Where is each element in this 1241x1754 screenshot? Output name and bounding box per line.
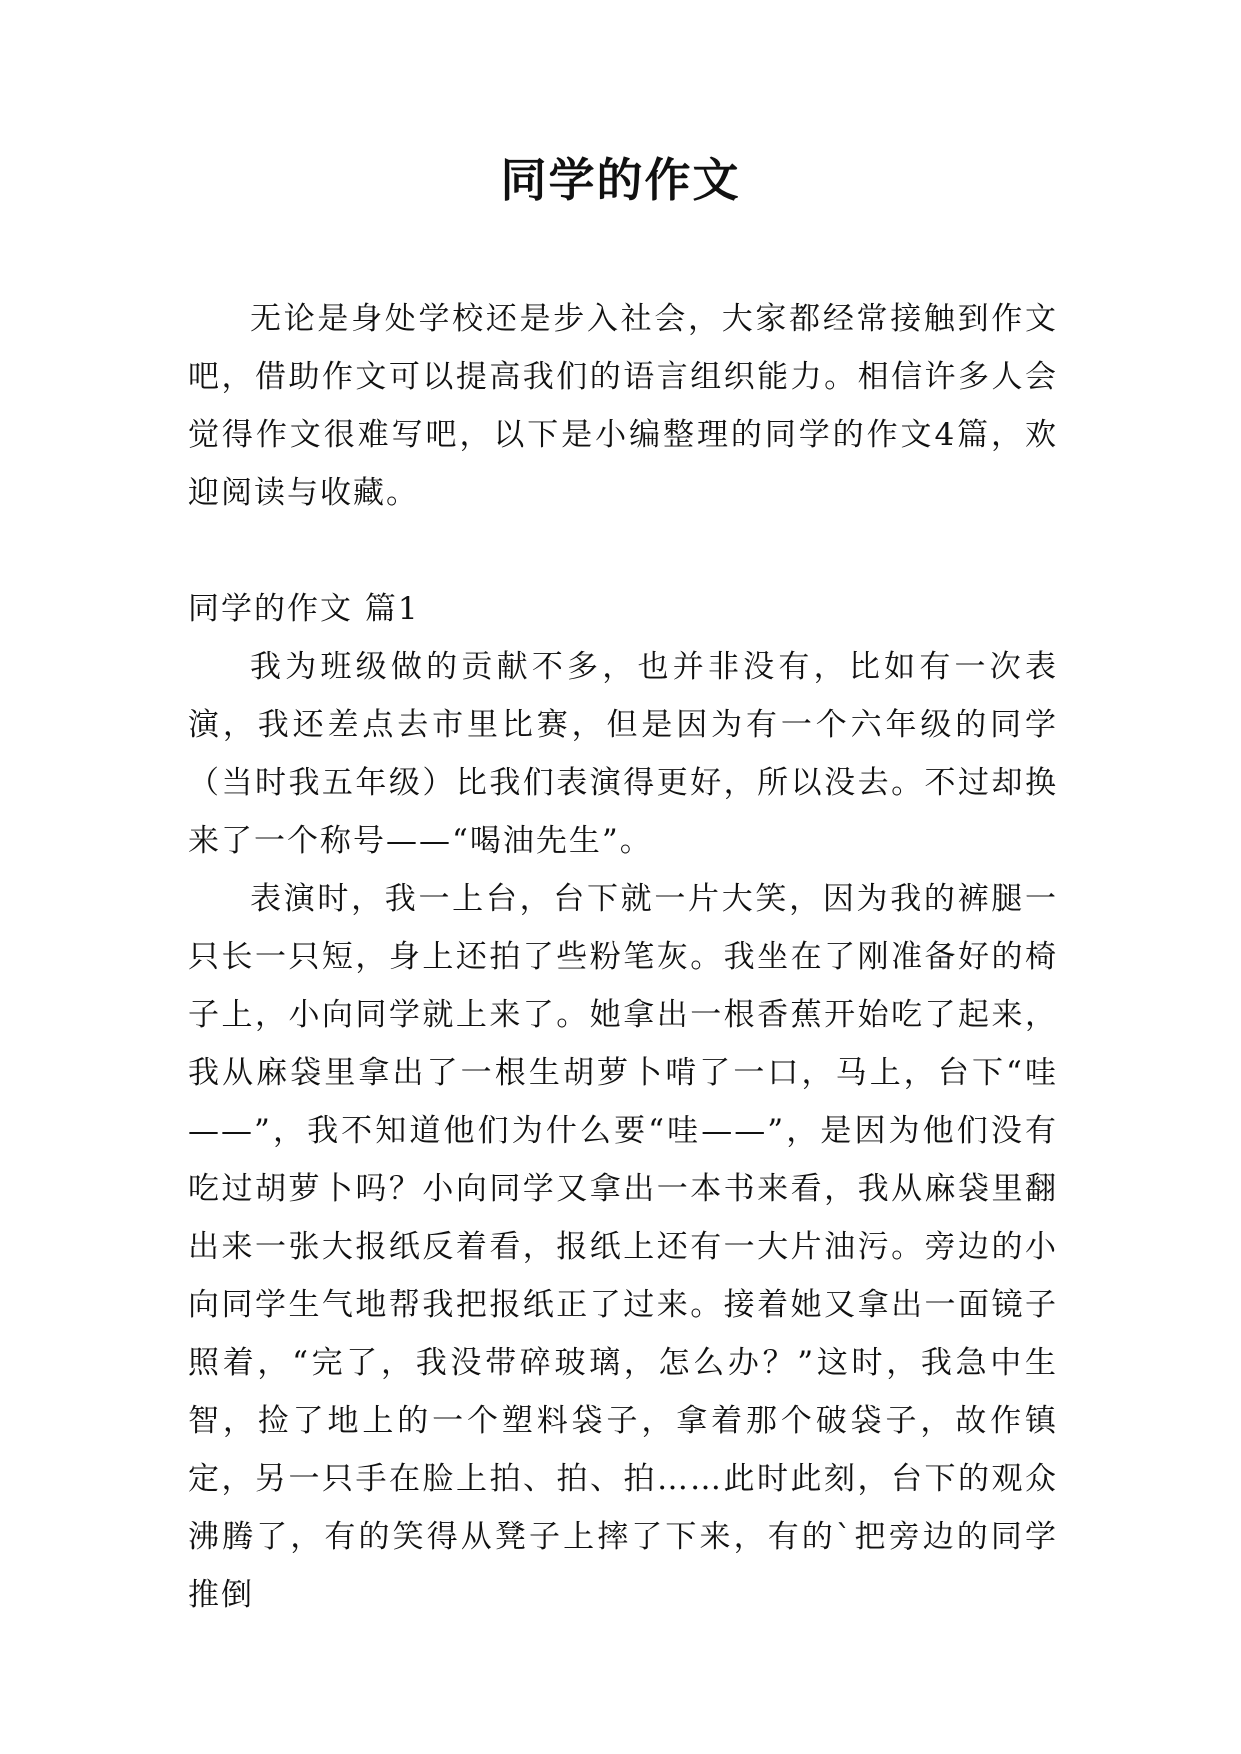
body-paragraph: 表演时，我一上台，台下就一片大笑，因为我的裤腿一只长一只短，身上还拍了些粉笔灰。我坐在了刚准备好的椅子上，小向同学就上来了。她拿出一根香蕉开始吃了起来，我从麻袋里拿出了一根生胡萝卜啃了一口，马上，台下“哇——”，我不知道他们为什么要“哇——”，是因为他们没有吃过胡萝卜吗？小向同学又拿出一本书来看，我从麻袋里翻出来一张大报纸反着看，报纸上还有一大片油污。旁边的小向同学生气地帮我把报纸正了过来。接着她又拿出一面镜子照着，“完了，我没带碎玻璃，怎么办？”这时，我急中生智，捡了地上的一个塑料袋子，拿着那个破袋子，故作镇定，另一只手在脸上拍、拍、拍……此时此刻，台下的观众沸腾了，有的笑得从凳子上摔了下来，有的`把旁边的同学推倒: [188, 881, 1058, 1613]
document-title: 同学的作文: [500, 153, 741, 207]
intro-block: [188, 290, 1058, 522]
intro-paragraph: 无论是身处学校还是步入社会，大家都经常接触到作文吧，借助作文可以提高我们的语言组织能力。相信许多人会觉得作文很难写吧，以下是小编整理的同学的作文4篇，欢迎阅读与收藏。: [188, 301, 1058, 511]
body-paragraph: 我为班级做的贡献不多，也并非没有，比如有一次表演，我还差点去市里比赛，但是因为有一个六年级的同学（当时我五年级）比我们表演得更好，所以没去。不过却换来了一个称号——“喝油先生”。: [188, 649, 1058, 859]
section-1: [188, 580, 1058, 1624]
section-heading: 同学的作文 篇1: [188, 591, 420, 627]
